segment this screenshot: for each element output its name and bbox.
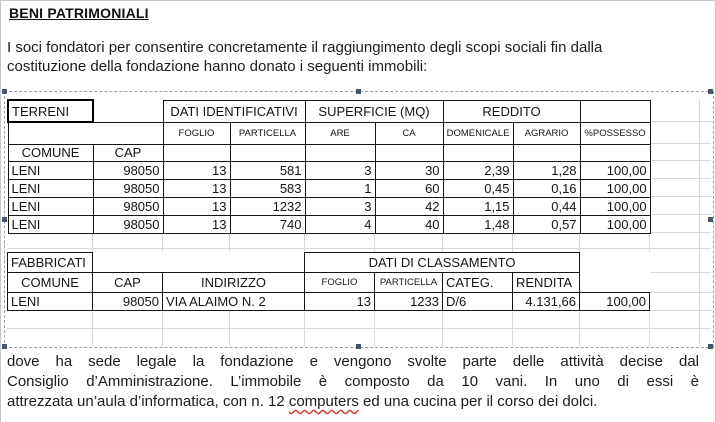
cell-foglio: 13 <box>163 215 230 233</box>
cell-agrario: 1,28 <box>513 161 580 179</box>
cell-domenicale: 2,39 <box>443 161 513 179</box>
cell-indirizzo: VIA ALAIMO N. 2 <box>163 293 305 311</box>
terreni-data-row <box>8 179 650 197</box>
cell-are: 3 <box>305 161 375 179</box>
cell-cap: 98050 <box>93 161 163 179</box>
cell-comune: LENI <box>8 215 93 233</box>
cell-particella: 1233 <box>375 293 443 311</box>
selection-handle-top-right[interactable] <box>708 89 713 94</box>
terreni-section-label: TERRENI <box>8 100 93 122</box>
cell-cap: 98050 <box>93 215 163 233</box>
cell-foglio: 13 <box>163 179 230 197</box>
table-cell <box>580 100 650 122</box>
cell-comune: LENI <box>8 179 93 197</box>
closing-line-2: Consiglio d’Amministrazione. L’immobile è composto da 10 vani. In uno di essi è <box>7 373 699 390</box>
col-header-foglio: FOGLIO <box>305 273 375 293</box>
table-cell <box>163 253 305 273</box>
cell-are: 3 <box>305 197 375 215</box>
col-header-particella: PARTICELLA <box>375 273 443 293</box>
selection-handle-bottom-right[interactable] <box>708 344 713 349</box>
fabbricati-data-row <box>8 293 650 311</box>
gridline <box>7 248 711 249</box>
table-cell <box>8 122 163 144</box>
col-header-cap: CAP <box>93 273 163 293</box>
table-cell <box>93 100 163 122</box>
cell-agrario: 0,16 <box>513 179 580 197</box>
closing-line-3 <box>7 392 699 412</box>
intro-paragraph[interactable] <box>7 38 707 76</box>
intro-line-1: I soci fondatori per consentire concretamente il raggiungimento degli scopi sociali fin dalla <box>7 39 603 56</box>
gridline <box>699 99 700 346</box>
selection-handle-top-left[interactable] <box>2 89 7 94</box>
fabbricati-section-label: FABBRICATI <box>8 253 93 273</box>
cell-particella: 1232 <box>230 197 305 215</box>
cell-ca: 42 <box>375 197 443 215</box>
cell-particella: 581 <box>230 161 305 179</box>
terreni-group-header-row <box>8 100 650 122</box>
selection-handle-middle-left[interactable] <box>2 217 7 222</box>
page-title[interactable]: BENI PATRIMONIALI <box>9 5 149 21</box>
closing-line-3-text: attrezzata un’aula d’informatica, con n. 12 <box>7 393 289 410</box>
cell-particella: 583 <box>230 179 305 197</box>
fabbricati-table <box>7 252 650 311</box>
cell-particella: 740 <box>230 215 305 233</box>
table-cell <box>375 144 443 161</box>
intro-line-2: costituzione della fondazione hanno donato i seguenti immobili: <box>7 58 428 75</box>
col-header-cap: CAP <box>93 144 163 161</box>
closing-paragraph[interactable] <box>7 352 699 412</box>
cell-foglio: 13 <box>163 161 230 179</box>
cell-comune: LENI <box>8 293 93 311</box>
closing-line-1: dove ha sede legale la fondazione e vengono svolte parte delle attività decise dal <box>7 353 699 370</box>
fabbricati-group-header-row <box>8 253 650 273</box>
selection-handle-bottom-left[interactable] <box>2 344 7 349</box>
cell-possesso: 100,00 <box>580 215 650 233</box>
cell-agrario: 0,44 <box>513 197 580 215</box>
col-header-indirizzo: INDIRIZZO <box>163 273 305 293</box>
gridline <box>7 328 711 329</box>
terreni-data-row <box>8 197 650 215</box>
cell-possesso: 100,00 <box>580 293 650 311</box>
cell-ca: 40 <box>375 215 443 233</box>
col-header-domenicale: DOMENICALE <box>443 122 513 144</box>
col-header-ca: CA <box>375 122 443 144</box>
terreni-subheader-row <box>8 122 650 144</box>
cell-ca: 30 <box>375 161 443 179</box>
selection-handle-middle-right[interactable] <box>708 217 713 222</box>
table-cell <box>580 253 650 273</box>
group-header-reddito: REDDITO <box>443 100 580 122</box>
col-header-categoria: CATEG. <box>443 273 513 293</box>
col-header-rendita: RENDITA <box>513 273 580 293</box>
table-cell <box>93 253 163 273</box>
cell-cap: 98050 <box>93 293 163 311</box>
closing-line-3-text: ed una cucina per il corso dei dolci. <box>358 393 598 410</box>
cell-domenicale: 1,15 <box>443 197 513 215</box>
cell-possesso: 100,00 <box>580 197 650 215</box>
cell-domenicale: 0,45 <box>443 179 513 197</box>
cell-categoria: D/6 <box>443 293 513 311</box>
group-header-dati-identificativi: DATI IDENTIFICATIVI <box>163 100 305 122</box>
group-header-superficie-mq: SUPERFICIE (MQ) <box>305 100 443 122</box>
terreni-data-row <box>8 161 650 179</box>
cell-ca: 60 <box>375 179 443 197</box>
col-header-comune: COMUNE <box>8 144 93 161</box>
col-header-agrario: AGRARIO <box>513 122 580 144</box>
cell-rendita: 4.131,66 <box>513 293 580 311</box>
table-cell <box>443 144 513 161</box>
cell-possesso: 100,00 <box>580 179 650 197</box>
terreni-key-header-row <box>8 144 650 161</box>
terreni-data-row <box>8 215 650 233</box>
col-header-are: ARE <box>305 122 375 144</box>
misspelled-word: computers <box>288 393 359 410</box>
cell-possesso: 100,00 <box>580 161 650 179</box>
cell-foglio: 13 <box>163 197 230 215</box>
selection-handle-bottom-middle[interactable] <box>356 344 361 349</box>
fabbricati-header-row <box>8 273 650 293</box>
cell-foglio: 13 <box>305 293 375 311</box>
table-cell <box>163 144 230 161</box>
cell-agrario: 0,57 <box>513 215 580 233</box>
table-cell <box>513 144 580 161</box>
cell-comune: LENI <box>8 197 93 215</box>
cell-cap: 98050 <box>93 197 163 215</box>
cell-cap: 98050 <box>93 179 163 197</box>
embedded-spreadsheet-object[interactable] <box>4 91 714 348</box>
col-header-foglio: FOGLIO <box>163 122 230 144</box>
terreni-table <box>7 99 651 234</box>
cell-are: 4 <box>305 215 375 233</box>
cell-domenicale: 1,48 <box>443 215 513 233</box>
col-header-comune: COMUNE <box>8 273 93 293</box>
table-cell <box>580 144 650 161</box>
cell-comune: LENI <box>8 161 93 179</box>
table-cell <box>580 273 650 293</box>
selection-handle-top-middle[interactable] <box>356 89 361 94</box>
table-cell <box>230 144 305 161</box>
cell-are: 1 <box>305 179 375 197</box>
col-header-possesso: %POSSESSO <box>580 122 650 144</box>
table-cell <box>305 144 375 161</box>
group-header-dati-di-classamento: DATI DI CLASSAMENTO <box>305 253 580 273</box>
col-header-particella: PARTICELLA <box>230 122 305 144</box>
